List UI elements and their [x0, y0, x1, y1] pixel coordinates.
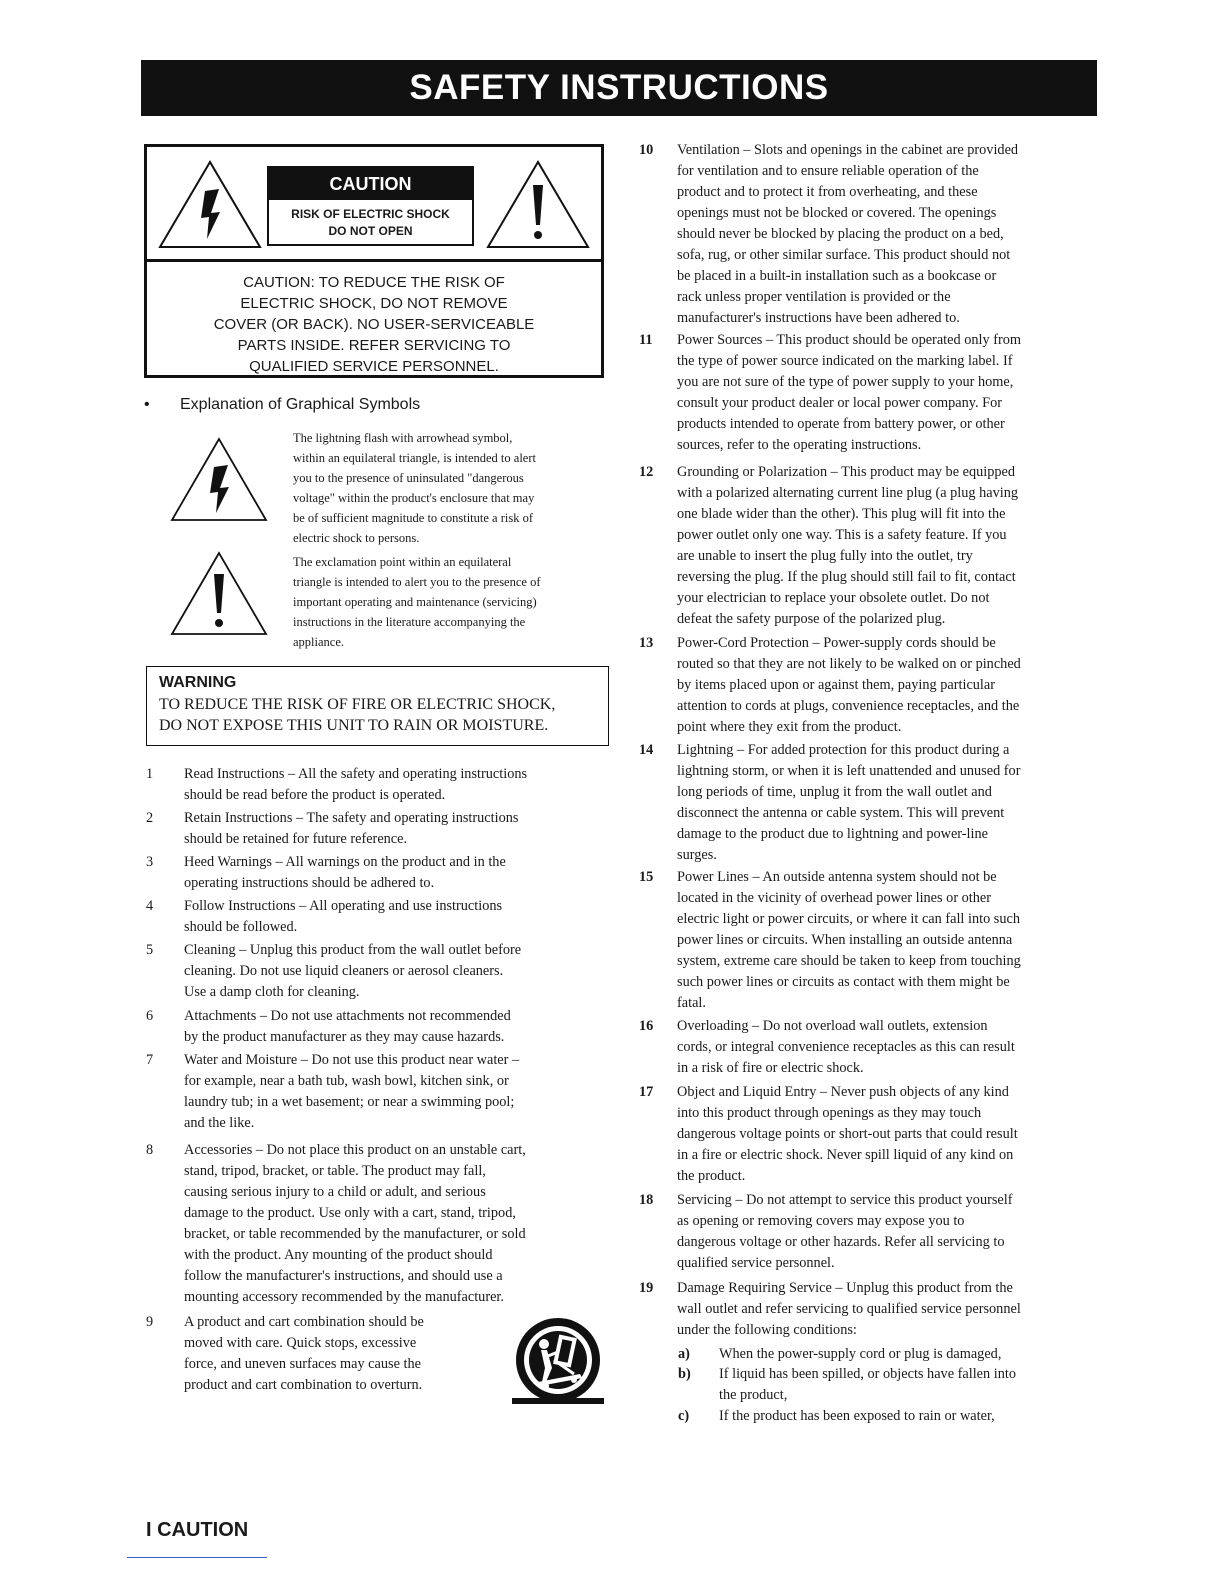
risk-line: RISK OF ELECTRIC SHOCK — [291, 207, 450, 221]
instruction-line: Servicing – Do not attempt to service this product yourself — [677, 1192, 1013, 1208]
instruction-line: disconnect the antenna or cable system. This will prevent — [677, 805, 1005, 821]
instruction-line: Power-Cord Protection – Power-supply cords should be — [677, 635, 996, 651]
instruction-line: should be read before the product is operated. — [184, 787, 446, 803]
instruction-number: 10 — [639, 142, 654, 158]
instruction-line: into this product through openings as they may touch — [677, 1105, 982, 1121]
instruction-line: rack unless proper ventilation is provided or the — [677, 289, 951, 305]
instruction-line: Cleaning – Unplug this product from the wall outlet before — [184, 942, 522, 958]
instruction-line: Accessories – Do not place this product on an unstable cart, — [184, 1142, 526, 1158]
instruction-number: 4 — [146, 898, 154, 914]
instruction-line: electric light or power circuits, or where it can fall into such — [677, 911, 1020, 927]
instruction-text — [677, 140, 1107, 329]
instruction-line: damage to the product due to lightning and power-line — [677, 826, 988, 842]
instruction-line: bracket, or table recommended by the manufacturer, or sold — [184, 1226, 526, 1242]
caution-text-line: COVER (OR BACK). NO USER-SERVICEABLE — [213, 316, 535, 333]
instruction-line: lightning storm, or when it is left unattended and unused for — [677, 763, 1021, 779]
instruction-line: cleaning. Do not use liquid cleaners or aerosol cleaners. — [184, 963, 504, 979]
instruction-text — [677, 462, 1107, 630]
instruction-text — [184, 808, 609, 850]
instruction-text — [184, 940, 609, 1003]
sub-condition-line: If liquid has been spilled, or objects have fallen into — [719, 1366, 1016, 1382]
caution-symbols — [147, 147, 601, 262]
instruction-line: Retain Instructions – The safety and operating instructions — [184, 810, 519, 826]
instruction-line: moved with care. Quick stops, excessive — [184, 1335, 417, 1351]
instruction-line: in a risk of fire or electric shock. — [677, 1060, 864, 1076]
page-footer: I CAUTION — [146, 1519, 249, 1541]
instruction-line: reversing the plug. If the plug should still fail to fit, contact — [677, 569, 1016, 585]
instruction-text — [677, 1082, 1107, 1187]
instruction-line: located in the vicinity of overhead power lines or other — [677, 890, 992, 906]
instruction-line: Read Instructions – All the safety and operating instructions — [184, 766, 528, 782]
instruction-line: in a fire or electric shock. Never spill liquid of any kind on — [677, 1147, 1014, 1163]
description-line: electric shock to persons. — [293, 531, 420, 545]
instruction-number: 19 — [639, 1280, 654, 1296]
instruction-line: should be retained for future reference. — [184, 831, 408, 847]
instruction-line: A product and cart combination should be — [184, 1314, 424, 1330]
risk-line: DO NOT OPEN — [328, 224, 413, 238]
instruction-line: one blade wider than the other). This plug will fit into the — [677, 506, 1006, 522]
exclamation-symbol-description — [293, 552, 613, 652]
instruction-line: product and cart combination to overturn. — [184, 1377, 423, 1393]
instruction-line: openings must not be blocked or covered. The openings — [677, 205, 997, 221]
page-title: SAFETY INSTRUCTIONS — [141, 60, 1097, 116]
instruction-text — [677, 1278, 1107, 1341]
instruction-line: with the product. Any mounting of the product should — [184, 1247, 493, 1263]
instruction-text — [677, 633, 1107, 738]
instruction-line: products intended to operate from battery power, or other — [677, 416, 1005, 432]
sub-condition-letter: b) — [678, 1366, 691, 1382]
instruction-number: 17 — [639, 1084, 654, 1100]
instruction-line: the product. — [677, 1168, 746, 1184]
sub-condition-letter: a) — [678, 1346, 690, 1362]
caution-text — [147, 262, 601, 377]
instruction-line: such power lines or circuits as contact with them might be — [677, 974, 1010, 990]
instruction-line: Power Sources – This product should be operated only from — [677, 332, 1021, 348]
instruction-line: Lightning – For added protection for this product during a — [677, 742, 1010, 758]
instruction-line: Heed Warnings – All warnings on the product and in the — [184, 854, 506, 870]
instruction-line: Overloading – Do not overload wall outlets, extension — [677, 1018, 988, 1034]
description-line: important operating and maintenance (servicing) — [293, 595, 537, 609]
instruction-text — [184, 764, 609, 806]
sub-condition-text — [719, 1406, 995, 1427]
instruction-line: cords, or integral convenience receptacles as this can result — [677, 1039, 1015, 1055]
instruction-line: your electrician to replace your obsolete outlet. Do not — [677, 590, 990, 606]
instruction-line: causing serious injury to a child or adult, and serious — [184, 1184, 486, 1200]
warning-line: TO REDUCE THE RISK OF FIRE OR ELECTRIC SHOCK, — [159, 696, 556, 713]
instruction-text — [677, 1190, 1107, 1274]
instruction-text — [677, 867, 1107, 1014]
instruction-line: power lines or circuits. When installing an outside antenna — [677, 932, 1013, 948]
instruction-number: 9 — [146, 1314, 154, 1330]
instruction-text — [184, 1006, 609, 1048]
description-line: triangle is intended to alert you to the presence of — [293, 575, 541, 589]
instruction-number: 8 — [146, 1142, 154, 1158]
instruction-line: dangerous voltage points or short-out parts that could result — [677, 1126, 1018, 1142]
instruction-line: mounting accessory recommended by the manufacturer. — [184, 1289, 504, 1305]
sub-condition-text — [719, 1344, 1001, 1365]
instruction-line: surges. — [677, 847, 717, 863]
sub-condition-letter: c) — [678, 1408, 690, 1424]
instruction-line: with a polarized alternating current line plug (a plug having — [677, 485, 1019, 501]
instruction-number: 11 — [639, 332, 653, 348]
instruction-line: operating instructions should be adhered to. — [184, 875, 435, 891]
instruction-line: dangerous voltage or other hazards. Refer all servicing to — [677, 1234, 1005, 1250]
instruction-line: point where they exit from the product. — [677, 719, 902, 735]
instruction-text — [184, 896, 609, 938]
lightning-symbol-description — [293, 428, 613, 548]
instruction-line: fatal. — [677, 995, 706, 1011]
description-line: voltage" within the product's enclosure that may — [293, 491, 535, 505]
instruction-line: sources, refer to the operating instructions. — [677, 437, 922, 453]
instruction-number: 2 — [146, 810, 154, 826]
instruction-number: 5 — [146, 942, 154, 958]
instruction-line: under the following conditions: — [677, 1322, 857, 1338]
instruction-line: the type of power source indicated on the marking label. If — [677, 353, 1013, 369]
instruction-number: 12 — [639, 464, 654, 480]
instruction-text — [184, 1140, 609, 1308]
caution-text-line: PARTS INSIDE. REFER SERVICING TO — [237, 337, 511, 354]
instruction-line: be placed in a built-in installation such as a bookcase or — [677, 268, 997, 284]
instruction-line: Use a damp cloth for cleaning. — [184, 984, 360, 1000]
instruction-number: 7 — [146, 1052, 154, 1068]
instruction-text — [677, 1016, 1107, 1079]
caution-text-line: QUALIFIED SERVICE PERSONNEL. — [249, 358, 499, 375]
lightning-triangle-icon — [169, 436, 269, 526]
instruction-line: by items placed upon or against them, paying particular — [677, 677, 996, 693]
description-line: The exclamation point within an equilateral — [293, 555, 512, 569]
instruction-line: Power Lines – An outside antenna system should not be — [677, 869, 997, 885]
sub-condition-line: If the product has been exposed to rain or water, — [719, 1408, 995, 1424]
instruction-line: Damage Requiring Service – Unplug this product from the — [677, 1280, 1013, 1296]
instruction-line: as opening or removing covers may expose you to — [677, 1213, 965, 1229]
instruction-text — [184, 1050, 609, 1134]
instruction-line: for example, near a bath tub, wash bowl, kitchen sink, or — [184, 1073, 509, 1089]
lightning-triangle-icon — [157, 159, 263, 253]
footer-rule — [127, 1557, 267, 1558]
instruction-line: power outlet only one way. This is a safety feature. If you — [677, 527, 1007, 543]
instruction-line: you are not sure of the type of power supply to your home, — [677, 374, 1014, 390]
instruction-line: Follow Instructions – All operating and use instructions — [184, 898, 503, 914]
warning-title: WARNING — [159, 674, 237, 691]
warning-box — [146, 666, 609, 746]
sub-condition-line: When the power-supply cord or plug is damaged, — [719, 1346, 1002, 1362]
sub-condition-text — [719, 1364, 1016, 1406]
instruction-line: Object and Liquid Entry – Never push objects of any kind — [677, 1084, 1009, 1100]
instruction-line: consult your product dealer or local power company. For — [677, 395, 1003, 411]
symbols-heading — [144, 396, 420, 414]
instruction-text — [677, 330, 1107, 456]
instruction-line: laundry tub; in a wet basement; or near a swimming pool; — [184, 1094, 515, 1110]
description-line: appliance. — [293, 635, 345, 649]
instruction-line: and the like. — [184, 1115, 255, 1131]
instruction-number: 18 — [639, 1192, 654, 1208]
caution-label — [267, 166, 474, 246]
instruction-line: routed so that they are not likely to be walked on or pinched — [677, 656, 1021, 672]
instruction-line: system, extreme care should be taken to keep from touching — [677, 953, 1021, 969]
cart-warning-icon — [508, 1316, 608, 1408]
instruction-text — [677, 740, 1107, 866]
instruction-line: sofa, rug, or other similar surface. This product should not — [677, 247, 1011, 263]
instruction-number: 3 — [146, 854, 154, 870]
instruction-line: qualified service personnel. — [677, 1255, 835, 1271]
warning-line: DO NOT EXPOSE THIS UNIT TO RAIN OR MOISTURE. — [159, 717, 549, 734]
instruction-number: 15 — [639, 869, 654, 885]
instruction-line: for ventilation and to ensure reliable operation of the — [677, 163, 979, 179]
instruction-number: 14 — [639, 742, 654, 758]
instruction-number: 6 — [146, 1008, 154, 1024]
instruction-line: damage to the product. Use only with a cart, stand, tripod, — [184, 1205, 516, 1221]
instruction-number: 13 — [639, 635, 654, 651]
instruction-line: follow the manufacturer's instructions, and should use a — [184, 1268, 503, 1284]
description-line: The lightning flash with arrowhead symbol, — [293, 431, 513, 445]
instruction-line: Grounding or Polarization – This product may be equipped — [677, 464, 1016, 480]
sub-condition-line: the product, — [719, 1387, 788, 1403]
exclamation-triangle-icon — [169, 550, 269, 640]
instruction-line: manufacturer's instructions have been adhered to. — [677, 310, 960, 326]
instruction-number: 1 — [146, 766, 154, 782]
caution-label-heading: CAUTION — [269, 168, 472, 200]
instruction-number: 16 — [639, 1018, 654, 1034]
instruction-line: by the product manufacturer as they may cause hazards. — [184, 1029, 505, 1045]
exclamation-triangle-icon — [485, 159, 591, 253]
description-line: within an equilateral triangle, is intended to alert — [293, 451, 536, 465]
instruction-line: Ventilation – Slots and openings in the cabinet are provided — [677, 142, 1019, 158]
instruction-line: should never be blocked by placing the product on a bed, — [677, 226, 1004, 242]
caution-text-line: CAUTION: TO REDUCE THE RISK OF — [243, 274, 505, 291]
bullet: • — [144, 396, 150, 413]
instruction-line: force, and uneven surfaces may cause the — [184, 1356, 421, 1372]
instruction-line: long periods of time, unplug it from the wall outlet and — [677, 784, 992, 800]
instruction-line: product and to protect it from overheating, and these — [677, 184, 978, 200]
instruction-line: are unable to insert the plug fully into the outlet, try — [677, 548, 973, 564]
instruction-line: should be followed. — [184, 919, 298, 935]
instruction-line: attention to cords at plugs, convenience receptacles, and the — [677, 698, 1020, 714]
instruction-line: stand, tripod, bracket, or table. The product may fall, — [184, 1163, 486, 1179]
caution-text-line: ELECTRIC SHOCK, DO NOT REMOVE — [240, 295, 508, 312]
description-line: you to the presence of uninsulated "dangerous — [293, 471, 524, 485]
instruction-line: Water and Moisture – Do not use this product near water – — [184, 1052, 520, 1068]
instruction-line: Attachments – Do not use attachments not recommended — [184, 1008, 511, 1024]
description-line: instructions in the literature accompanying the — [293, 615, 526, 629]
instruction-line: wall outlet and refer servicing to qualified service personnel — [677, 1301, 1021, 1317]
description-line: be of sufficient magnitude to constitute a risk of — [293, 511, 533, 525]
instruction-text — [184, 852, 609, 894]
instruction-line: defeat the safety purpose of the polarized plug. — [677, 611, 946, 627]
symbols-heading-text: Explanation of Graphical Symbols — [180, 396, 421, 413]
caution-box — [144, 144, 604, 378]
